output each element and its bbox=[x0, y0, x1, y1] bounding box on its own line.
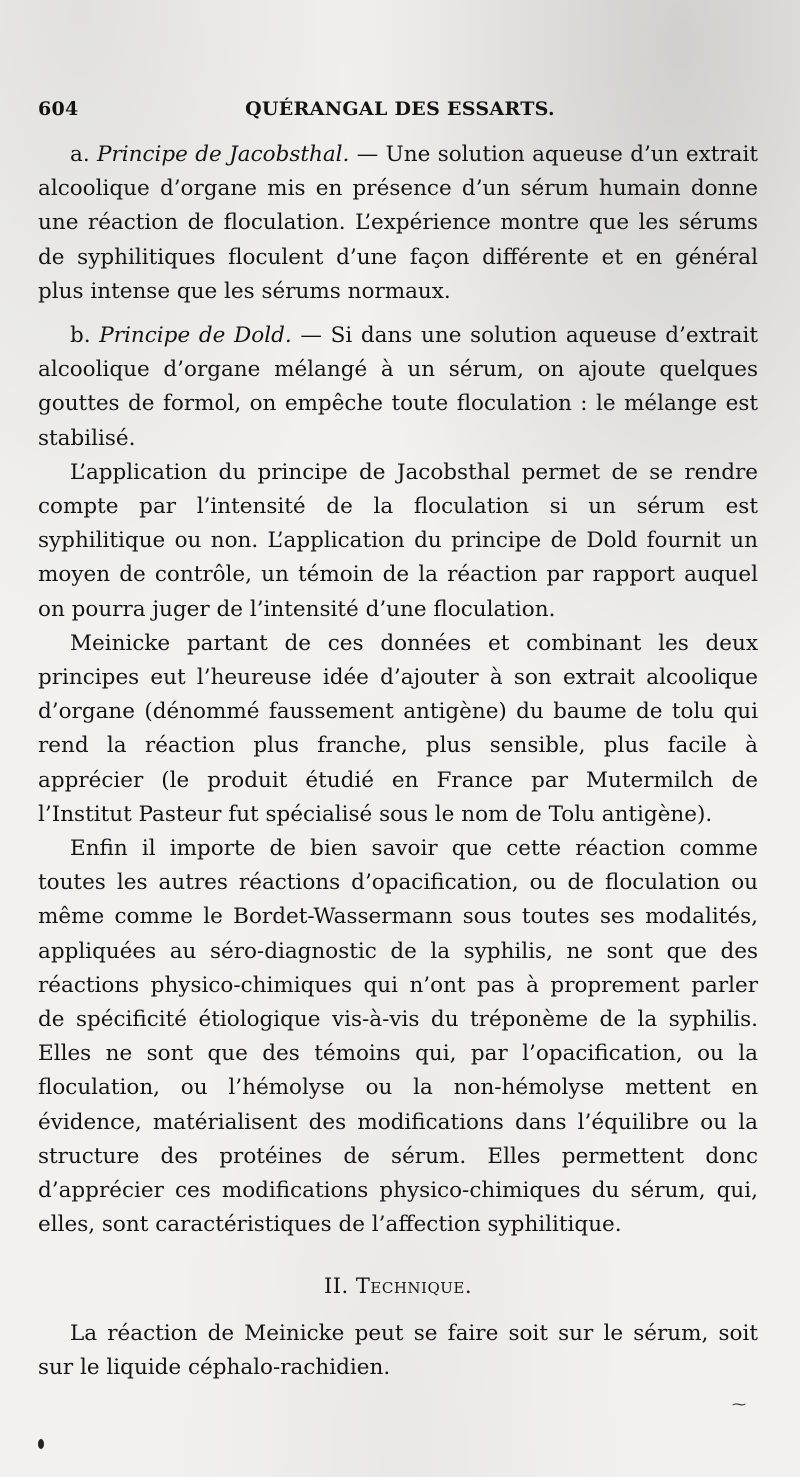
paragraph-enfin: Enfin il importe de bien savoir que cette réaction comme toutes les autres réactions d’opacification, ou de floculation ou même comme le Bordet-Wassermann sous toutes ses modalités, appliquées au séro-diagnostic de la syphilis, ne sont que des réactions physico-chimiques qui n’ont pas à proprement parler de spécificité étiologique vis-à-vis du tréponème de la syphilis. Elles ne sont que des témoins qui, par l’opacification, ou la floculation, ou l’hémolyse ou la non-hémolyse mettent en évidence, matérialisent des modifications dans l’équilibre ou la structure des protéines de sérum. Elles permettent donc d’apprécier ces modifications physico-chimiques du sérum, qui, elles, sont caractéristiques de l’affection syphilitique. bbox=[38, 836, 758, 1238]
ink-speck bbox=[38, 1439, 44, 1449]
section-title: Technique. bbox=[355, 1273, 473, 1298]
running-header bbox=[38, 98, 762, 128]
item-letter-b: b. bbox=[70, 323, 100, 349]
paragraph-text: — Si dans une solution aqueuse d’extrait alcoolique d’organe mélangé à un sérum, on ajoute quelques gouttes de formol, on empêche toute floculation : le mélange est stabilisé. bbox=[38, 323, 758, 451]
paragraph-text: — Une solution aqueuse d’un extrait alcoolique d’organe mis en présence d’un sérum humain donne une réaction de floculation. L’expérience montre que les sérums de syphilitiques floculent d’une façon différente et en général plus intense que les sérums normaux. bbox=[38, 142, 758, 304]
paragraph-technique: La réaction de Meinicke peut se faire soit sur le sérum, soit sur le liquide céphalo-rachidien. bbox=[38, 1320, 758, 1380]
item-letter-a: a. bbox=[70, 142, 98, 167]
paragraph-principe-jacobsthal bbox=[38, 138, 758, 309]
page-body bbox=[38, 138, 758, 1385]
section-numeral: II. bbox=[323, 1273, 356, 1298]
paragraph-principe-dold bbox=[38, 319, 758, 456]
running-title: QUÉRANGAL DES ESSARTS. bbox=[245, 98, 555, 120]
principle-title-jacobsthal: Principe de Jacobsthal. bbox=[97, 142, 350, 167]
section-heading bbox=[38, 1269, 758, 1303]
ink-mark: ⁓ bbox=[732, 1397, 746, 1413]
paragraph-meinicke: Meinicke partant de ces données et combinant les deux principes eut l’heureuse idée d’ajouter à son extrait alcoolique d’organe (dénommé faussement antigène) du baume de tolu qui rend la réaction plus franche, plus sensible, plus facile à apprécier (le produit étudié en France par Mutermilch de l’Institut Pasteur fut spécialisé sous le nom de Tolu antigène). bbox=[38, 630, 758, 827]
page-number: 604 bbox=[38, 98, 79, 120]
principle-title-dold: Principe de Dold. bbox=[99, 323, 292, 349]
paragraph-application: L’application du principe de Jacobsthal permet de se rendre compte par l’intensité de la floculation si un sérum est syphilitique ou non. L’application du principe de Dold fournit un moyen de contrôle, un témoin de la réaction par rapport auquel on pourra juger de l’intensité d’une floculation. bbox=[38, 459, 758, 622]
